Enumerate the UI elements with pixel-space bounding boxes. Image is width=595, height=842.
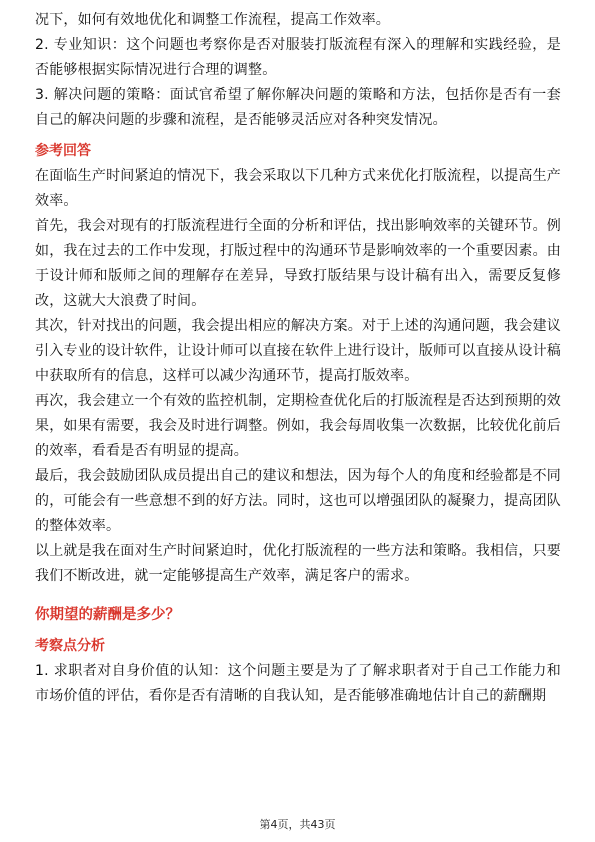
paragraph-continuation: 况下，如何有效地优化和调整工作流程，提高工作效率。 [35,12,390,28]
answer-paragraph-third: 再次，我会建立一个有效的监控机制，定期检查优化后的打版流程是否达到预期的效果，如果有需要，我会及时进行调整。例如，我会每周收集一次数据，比较优化前后的效率，看看是否有明显的提高。 [35,393,561,459]
answer-paragraph-last: 最后，我会鼓励团队成员提出自己的建议和想法，因为每个人的角度和经验都是不同的，可能会有一些意想不到的好方法。同时，这也可以增强团队的凝聚力，提高团队的整体效率。 [35,468,561,534]
reference-answer-heading: 参考回答 [35,143,91,159]
answer-paragraph-intro: 在面临生产时间紧迫的情况下，我会采取以下几种方式来优化打版流程，以提高生产效率。 [35,168,561,209]
paragraph-problem-solving: 3. 解决问题的策略：面试官希望了解你解决问题的策略和方法，包括你是否有一套自己的解决问题的步骤和流程，是否能够灵活应对各种突发情况。 [35,87,561,128]
page-number-footer: 第4页，共43页 [259,818,336,831]
spacer [35,589,561,603]
paragraph-professional-knowledge: 2. 专业知识：这个问题也考察你是否对服装打版流程有深入的理解和实践经验，是否能够根据实际情况进行合理的调整。 [35,37,561,78]
answer-paragraph-second: 其次，针对找出的问题，我会提出相应的解决方案。对于上述的沟通问题，我会建议引入专业的设计软件，让设计师可以直接在软件上进行设计，版师可以直接从设计稿中获取所有的信息，这样可以减少沟通环节，提高打版效率。 [35,318,561,384]
question-heading: 你期望的薪酬是多少？ [35,607,180,623]
answer-paragraph-first: 首先，我会对现有的打版流程进行全面的分析和评估，找出影响效率的关键环节。例如，我在过去的工作中发现，打版过程中的沟通环节是影响效率的一个重要因素。由于设计师和版师之间的理解存在差异，导致打版结果与设计稿有出入，需要反复修改，这就大大浪费了时间。 [35,218,561,309]
answer-paragraph-summary: 以上就是我在面对生产时间紧迫时，优化打版流程的一些方法和策略。我相信，只要我们不断改进，就一定能够提高生产效率，满足客户的需求。 [35,543,561,584]
page-content [35,8,561,709]
analysis-heading: 考察点分析 [35,638,105,654]
analysis-paragraph-self-value: 1. 求职者对自身价值的认知：这个问题主要是为了了解求职者对于自己工作能力和市场价值的评估，看你是否有清晰的自我认知，是否能够准确地估计自己的薪酬期 [35,663,561,704]
